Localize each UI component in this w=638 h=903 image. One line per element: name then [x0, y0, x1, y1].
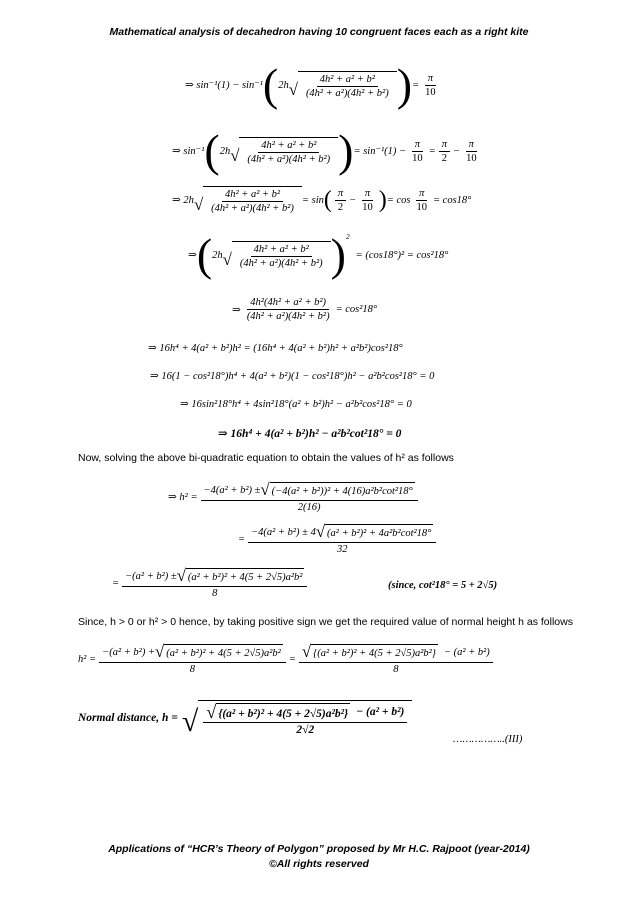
quad2-equals: =	[238, 533, 246, 545]
eq4-coef: 2h	[212, 249, 223, 261]
eq4-square: 2	[345, 232, 350, 241]
eq4-result: = (cos18°)² = cos²18°	[355, 249, 449, 261]
normal-distance-label: Normal distance, h =	[78, 712, 178, 725]
nd-inner-sqrt	[206, 703, 350, 721]
numerator: 4h² + a² + b²	[222, 189, 283, 202]
quad3-sqrt	[177, 568, 305, 585]
radical-icon: √	[181, 704, 199, 738]
numerator: 4h²(4h² + a² + b²)	[247, 297, 329, 310]
footer-line-2: ©All rights reserved	[269, 858, 369, 870]
radical-icon: √	[315, 522, 326, 541]
eq2-mid: = sin⁻¹(1) −	[353, 146, 407, 157]
radical-icon: √	[155, 642, 165, 661]
eq1-fraction	[303, 74, 392, 99]
equation-6: ⇒ 16h⁴ + 4(a² + b²)h² = (16h⁴ + 4(a² + b²)h² + a²b²)cos²18°	[148, 343, 403, 354]
eq5-fraction	[244, 297, 333, 322]
numerator	[248, 524, 436, 543]
denominator: (4h² + a²)(4h² + b²)	[239, 258, 323, 269]
eq1-close-paren: )	[396, 59, 413, 110]
numerator: π	[425, 73, 436, 86]
numerator: 4h² + a² + b²	[251, 244, 312, 257]
quad2-fraction	[248, 524, 436, 555]
eq2-sqrt	[230, 137, 338, 165]
eq2-fraction	[244, 140, 333, 165]
eq3-fraction	[208, 189, 297, 214]
quad3-radicand: (a² + b²)² + 4(5 + 2√5)a²b²	[186, 568, 305, 585]
numerator: π	[335, 188, 346, 201]
final-lhs: h² =	[78, 653, 97, 665]
equation-5	[232, 297, 377, 322]
quad2-radicand: (a² + b²)² + 4a²b²cot²18°	[325, 524, 433, 541]
quad1-pre: −4(a² + b²) ±	[203, 484, 261, 496]
page-footer	[0, 842, 638, 872]
final2-radicand: {(a² + b²)² + 4(5 + 2√5)a²b²}	[311, 644, 438, 661]
final2-sqrt	[302, 644, 438, 661]
radical-icon: √	[193, 195, 204, 215]
quad1-sqrt	[260, 482, 414, 499]
quad2-pre: −4(a² + b²) ± 4	[251, 526, 316, 538]
denominator: 8	[393, 663, 399, 675]
eq2-frac-a	[409, 139, 426, 164]
denominator: 2√2	[296, 724, 315, 737]
equation-3	[172, 186, 471, 214]
denominator: (4h² + a²)(4h² + b²)	[246, 311, 330, 322]
final1-pre: −(a² + b²) +	[102, 646, 156, 658]
final2-fraction	[299, 644, 493, 675]
eq1-equals: =	[412, 79, 420, 91]
equation-7: ⇒ 16(1 − cos²18°)h⁴ + 4(a² + b²)(1 − cos²18°)h² − a²b²cos²18° = 0	[150, 371, 435, 382]
eq3-frac-a	[335, 188, 346, 213]
final2-equals: =	[288, 653, 296, 665]
eq2-coef: 2h	[219, 145, 231, 157]
numerator: π	[466, 139, 477, 152]
nd-outer-sqrt	[182, 700, 413, 736]
equation-2	[172, 125, 483, 176]
eq4-close-paren: )	[330, 229, 346, 280]
eq5-prefix: ⇒	[232, 304, 241, 316]
denominator: 10	[362, 201, 373, 213]
eq3-result: = cos18°	[432, 194, 472, 206]
numerator	[99, 644, 286, 663]
eq4-open-paren: (	[196, 229, 213, 280]
numerator: π	[362, 188, 373, 201]
nd-fraction	[203, 703, 407, 736]
quad3-fraction	[122, 568, 307, 599]
numerator	[201, 482, 418, 501]
nd-post: − (a² + b²)	[356, 706, 405, 719]
numerator: π	[412, 139, 423, 152]
equation-1	[185, 59, 442, 110]
denominator: 32	[336, 543, 348, 555]
denominator: 10	[412, 152, 423, 164]
denominator: (4h² + a²)(4h² + b²)	[211, 203, 294, 214]
numerator	[299, 644, 493, 663]
eq3-close-paren: )	[378, 187, 387, 213]
eq2-minus: −	[452, 145, 461, 157]
quad1-radicand: (−4(a² + b²))² + 4(16)a²b²cot²18°	[270, 482, 415, 499]
eq3-frac-c	[413, 188, 430, 213]
eq4-prefix: ⇒	[188, 250, 197, 261]
quad2-sqrt	[316, 524, 434, 541]
denominator: 2(16)	[297, 501, 321, 513]
eq1-pi-frac	[422, 73, 439, 98]
equation-4	[188, 229, 449, 280]
numerator: π	[416, 188, 427, 201]
numerator: 4h² + a² + b²	[258, 140, 319, 153]
final1-fraction	[99, 644, 286, 675]
eq2-open-paren: (	[204, 125, 220, 176]
eq1-coef: 2h	[278, 79, 289, 91]
eq1-sqrt	[289, 71, 397, 99]
numerator	[203, 703, 407, 723]
equation-tag: ……………..(III)	[453, 734, 523, 745]
denominator: 10	[466, 152, 477, 164]
eq3-frac-b	[359, 188, 376, 213]
equation-8: ⇒ 16sin²18°h⁴ + 4sin²18°(a² + b²)h² − a²b²cos²18° = 0	[180, 399, 412, 410]
denominator: 10	[416, 201, 427, 213]
eq3-minus: −	[349, 194, 357, 206]
eq3-sqrt	[194, 186, 302, 214]
quad-step-2	[238, 524, 439, 555]
denominator: (4h² + a²)(4h² + b²)	[247, 154, 331, 165]
eq4-fraction	[237, 244, 326, 269]
eq2-prefix: ⇒ sin⁻¹	[172, 146, 205, 157]
paragraph-positive-sign: Since, h > 0 or h² > 0 hence, by taking positive sign we get the required value of normal height h as follows	[78, 616, 573, 628]
equation-9: ⇒ 16h⁴ + 4(a² + b²)h² − a²b²cot²18° = 0	[218, 428, 402, 440]
radical-icon: √	[260, 480, 270, 499]
denominator: 10	[425, 86, 436, 98]
eq5-result: = cos²18°	[335, 304, 378, 315]
since-note: (since, cot²18° = 5 + 2√5)	[388, 580, 498, 591]
paragraph-solve: Now, solving the above bi-quadratic equation to obtain the values of h² as follows	[78, 452, 454, 464]
eq2-close-paren: )	[338, 125, 354, 176]
eq2-equals: =	[428, 145, 436, 157]
eq4-sqrt	[223, 241, 331, 269]
numerator: π	[439, 139, 450, 152]
eq3-sin: = sin	[301, 194, 324, 206]
denominator: 2	[337, 201, 344, 213]
quad-lhs: ⇒ h² =	[168, 492, 198, 504]
footer-line-1: Applications of “HCR’s Theory of Polygon” proposed by Mr H.C. Rajpoot (year-2014)	[108, 843, 530, 855]
eq1-prefix: ⇒ sin⁻¹(1) − sin⁻¹	[185, 80, 263, 91]
eq3-cos: = cos	[386, 194, 411, 206]
denominator: 8	[212, 587, 218, 599]
radical-icon: √	[301, 642, 312, 661]
quad-step-3	[112, 568, 310, 599]
denominator: 8	[189, 663, 196, 675]
page-header: Mathematical analysis of decahedron having 10 congruent faces each as a right kite	[109, 26, 529, 38]
radical-icon: √	[206, 702, 217, 722]
final2-post: − (a² + b²)	[443, 646, 490, 658]
eq3-prefix: ⇒ 2h	[172, 195, 194, 206]
denominator: 2	[441, 152, 447, 164]
eq2-frac-b	[439, 139, 450, 164]
quad-step-1	[168, 482, 421, 513]
radical-icon: √	[222, 250, 232, 270]
normal-distance	[78, 700, 412, 736]
quad3-pre: −(a² + b²) ±	[125, 570, 177, 582]
numerator: 4h² + a² + b²	[317, 74, 378, 87]
final1-radicand: (a² + b²)² + 4(5 + 2√5)a²b²	[164, 644, 283, 661]
denominator: (4h² + a²)(4h² + b²)	[305, 88, 389, 99]
radical-icon: √	[176, 566, 186, 585]
final-h-squared	[78, 644, 496, 675]
quad3-equals: =	[112, 577, 120, 589]
final1-sqrt	[155, 644, 283, 661]
radical-icon: √	[230, 146, 240, 166]
eq2-frac-c	[463, 139, 480, 164]
quad1-fraction	[201, 482, 418, 513]
nd-radicand: {(a² + b²)² + 4(5 + 2√5)a²b²}	[216, 703, 350, 721]
eq3-open-paren: (	[323, 187, 332, 213]
numerator	[122, 568, 307, 587]
eq1-open-paren: (	[262, 59, 279, 110]
radical-icon: √	[288, 80, 298, 100]
